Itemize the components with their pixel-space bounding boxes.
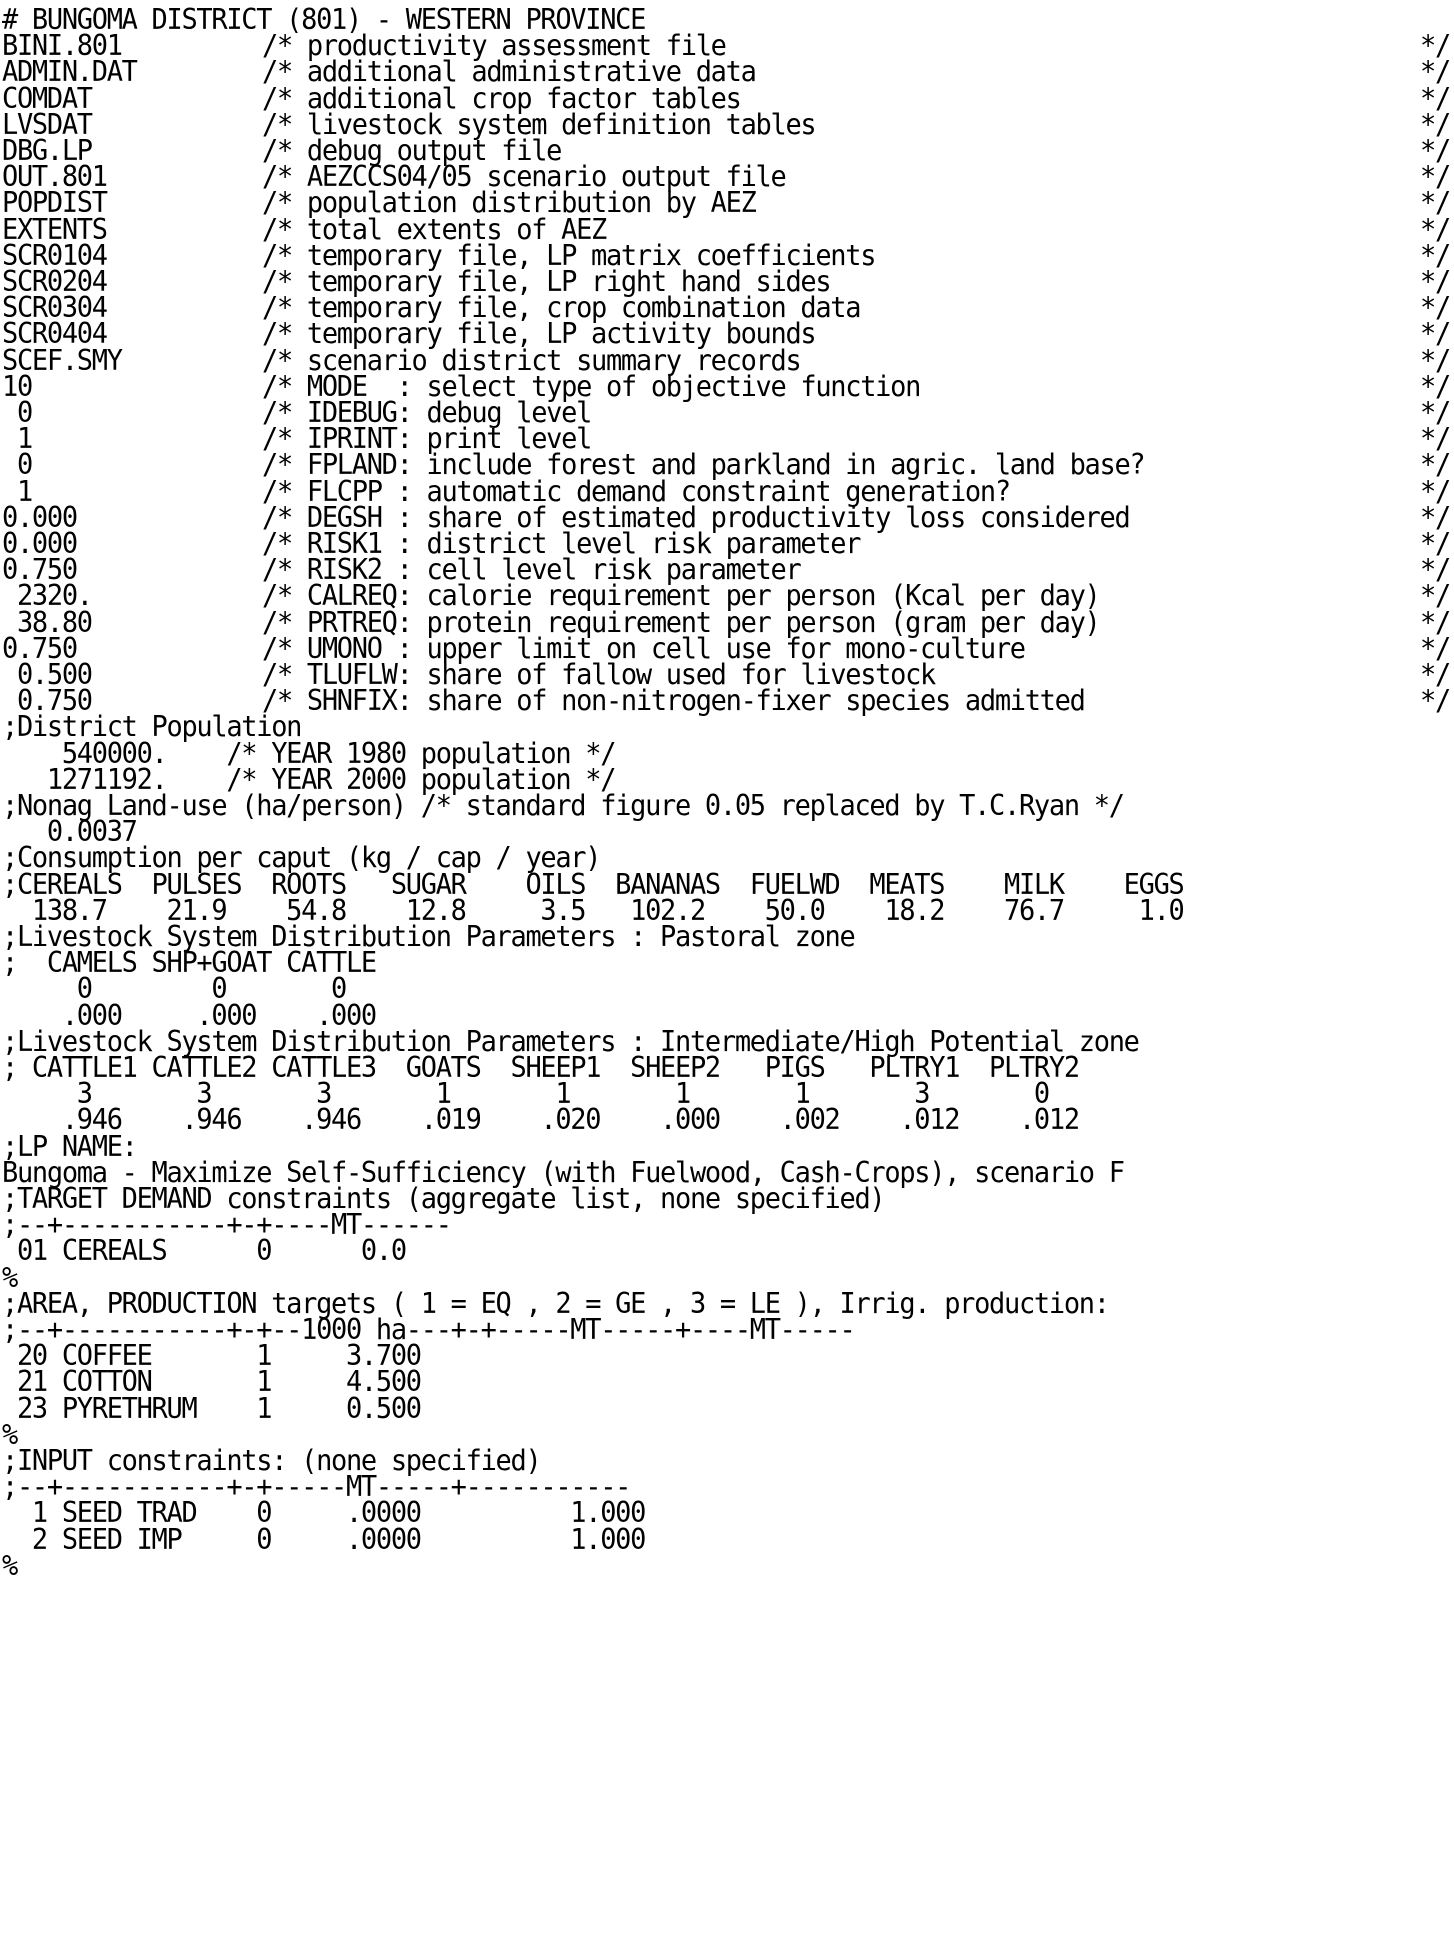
file-name: SCR0104 [2, 239, 107, 273]
data-text: 21 COTTON 1 4.500 [2, 1366, 421, 1399]
param-value: 1 [2, 423, 32, 456]
comment-end: */ [1420, 501, 1450, 535]
param-comment: /* TLUFLW: share of fallow used for livestock [262, 659, 935, 692]
comment-end: */ [1420, 370, 1450, 404]
comment-end: */ [1420, 82, 1450, 116]
data-text: ;CEREALS PULSES ROOTS SUGAR OILS BANANAS FUELWD MEATS MILK EGGS [2, 868, 1184, 902]
data-text: 1 SEED TRAD 0 .0000 1.000 [2, 1497, 646, 1530]
comment-end: */ [1420, 161, 1450, 194]
data-text: ;TARGET DEMAND constraints (aggregate list, none specified) [2, 1183, 885, 1216]
file-comment: /* temporary file, LP activity bounds [262, 318, 816, 351]
comment-end: */ [1420, 423, 1450, 456]
file-comment: /* additional administrative data [262, 56, 756, 89]
param-comment: /* MODE : select type of objective function [262, 370, 921, 404]
comment-end: */ [1420, 475, 1450, 509]
comment-end: */ [1420, 344, 1450, 378]
comment-end: */ [1420, 659, 1450, 692]
param-value: 0.000 [2, 501, 77, 535]
data-text: ;--+-----------+-+-----MT-----+----------- [2, 1471, 631, 1504]
param-comment: /* FPLAND: include forest and parkland in agric. land base? [262, 449, 1145, 482]
data-text: .000 .000 .000 [2, 999, 376, 1033]
comment-end: */ [1420, 292, 1450, 325]
file-name: LVSDAT [2, 108, 92, 142]
param-value: 2320. [2, 580, 92, 613]
file-name: SCR0204 [2, 266, 107, 299]
file-comment: /* temporary file, LP matrix coefficients [262, 239, 876, 273]
data-text: ;District Population [2, 711, 302, 744]
comment-end: */ [1420, 685, 1450, 718]
param-value: 0.750 [2, 685, 92, 718]
param-comment: /* RISK2 : cell level risk parameter [262, 554, 801, 587]
file-comment: /* debug output file [262, 135, 562, 168]
param-value: 0.000 [2, 528, 77, 561]
comment-end: */ [1420, 397, 1450, 430]
data-text: 3 3 3 1 1 1 1 3 0 [2, 1078, 1049, 1111]
param-comment: /* PRTREQ: protein requirement per person (gram per day) [262, 606, 1100, 640]
comment-end: */ [1420, 554, 1450, 587]
data-text: ;Nonag Land-use (ha/person) /* standard figure 0.05 replaced by T.C.Ryan */ [2, 790, 1124, 823]
data-text: Bungoma - Maximize Self-Sufficiency (with Fuelwood, Cash-Crops), scenario F [2, 1156, 1124, 1190]
param-value: 0 [2, 397, 32, 430]
file-comment: /* additional crop factor tables [262, 82, 741, 116]
data-text: % [2, 1549, 17, 1583]
param-comment: /* SHNFIX: share of non-nitrogen-fixer species admitted [262, 685, 1085, 718]
comment-end: */ [1420, 187, 1450, 220]
param-value: 38.80 [2, 606, 92, 640]
param-comment: /* IDEBUG: debug level [262, 397, 592, 430]
comment-end: */ [1420, 318, 1450, 351]
file-name: EXTENTS [2, 213, 107, 247]
file-comment: /* AEZCCS04/05 scenario output file [262, 161, 786, 194]
file-name: SCEF.SMY [2, 344, 122, 378]
param-comment: /* CALREQ: calorie requirement per person (Kcal per day) [262, 580, 1100, 613]
param-comment: /* FLCPP : automatic demand constraint generation? [262, 475, 1010, 509]
comment-end: */ [1420, 239, 1450, 273]
data-text: % [2, 1418, 17, 1452]
file-name: POPDIST [2, 187, 107, 220]
param-comment: /* DEGSH : share of estimated productivity loss considered [262, 501, 1130, 535]
file-comment: /* livestock system definition tables [262, 108, 816, 142]
file-comment: /* temporary file, crop combination data [262, 292, 861, 325]
param-value: 0.500 [2, 659, 92, 692]
file-name: SCR0304 [2, 292, 107, 325]
data-text: ; CAMELS SHP+GOAT CATTLE [2, 947, 376, 980]
comment-end: */ [1420, 632, 1450, 666]
comment-end: */ [1420, 266, 1450, 299]
data-line [2, 1550, 1442, 1584]
param-comment: /* RISK1 : district level risk parameter [262, 528, 861, 561]
comment-end: */ [1420, 56, 1450, 89]
file-name: COMDAT [2, 82, 92, 116]
document-header: # BUNGOMA DISTRICT (801) - WESTERN PROVINCE [2, 4, 646, 37]
param-comment: /* IPRINT: print level [262, 423, 592, 456]
param-value: 1 [2, 475, 32, 509]
param-comment: /* UMONO : upper limit on cell use for mono-culture [262, 632, 1025, 666]
data-text: 20 COFFEE 1 3.700 [2, 1340, 421, 1373]
data-text: ;AREA, PRODUCTION targets ( 1 = EQ , 2 = GE , 3 = LE ), Irrig. production: [2, 1287, 1109, 1321]
data-text: 23 PYRETHRUM 1 0.500 [2, 1392, 421, 1426]
data-text: ;Livestock System Distribution Parameters : Intermediate/High Potential zone [2, 1025, 1139, 1059]
file-comment: /* temporary file, LP right hand sides [262, 266, 831, 299]
file-name: SCR0404 [2, 318, 107, 351]
file-name: ADMIN.DAT [2, 56, 137, 89]
param-value: 0 [2, 449, 32, 482]
data-text: 0 0 0 [2, 973, 346, 1006]
data-text: 01 CEREALS 0 0.0 [2, 1235, 406, 1268]
data-text: ;LP NAME: [2, 1130, 137, 1164]
comment-end: */ [1420, 30, 1450, 63]
file-comment: /* population distribution by AEZ [262, 187, 756, 220]
data-text: % [2, 1261, 17, 1295]
comment-end: */ [1420, 449, 1450, 482]
file-comment: /* scenario district summary records [262, 344, 801, 378]
comment-end: */ [1420, 135, 1450, 168]
data-text: .946 .946 .946 .019 .020 .000 .002 .012 .012 [2, 1104, 1079, 1137]
param-value: 10 [2, 370, 32, 404]
data-text: 540000. /* YEAR 1980 population */ [2, 737, 616, 771]
comment-end: */ [1420, 108, 1450, 142]
data-text: ;--+-----------+-+--1000 ha---+-+-----MT-----+----MT----- [2, 1314, 855, 1347]
data-text: 0.0037 [2, 816, 137, 849]
param-value: 0.750 [2, 554, 77, 587]
file-comment: /* total extents of AEZ [262, 213, 606, 247]
data-text: ; CATTLE1 CATTLE2 CATTLE3 GOATS SHEEP1 SHEEP2 PIGS PLTRY1 PLTRY2 [2, 1052, 1079, 1085]
file-name: OUT.801 [2, 161, 107, 194]
comment-end: */ [1420, 213, 1450, 247]
data-text: 2 SEED IMP 0 .0000 1.000 [2, 1523, 646, 1557]
data-text: ;--+-----------+-+----MT------ [2, 1209, 451, 1242]
data-text: 1271192. /* YEAR 2000 population */ [2, 763, 616, 797]
data-text: ;Consumption per caput (kg / cap / year) [2, 842, 601, 875]
file-comment: /* productivity assessment file [262, 30, 726, 63]
data-text: ;INPUT constraints: (none specified) [2, 1445, 541, 1478]
comment-end: */ [1420, 606, 1450, 640]
data-text: 138.7 21.9 54.8 12.8 3.5 102.2 50.0 18.2 76.7 1.0 [2, 894, 1184, 928]
file-name: BINI.801 [2, 30, 122, 63]
comment-end: */ [1420, 580, 1450, 613]
file-name: DBG.LP [2, 135, 92, 168]
data-text: ;Livestock System Distribution Parameters : Pastoral zone [2, 921, 855, 954]
param-value: 0.750 [2, 632, 77, 666]
comment-end: */ [1420, 528, 1450, 561]
